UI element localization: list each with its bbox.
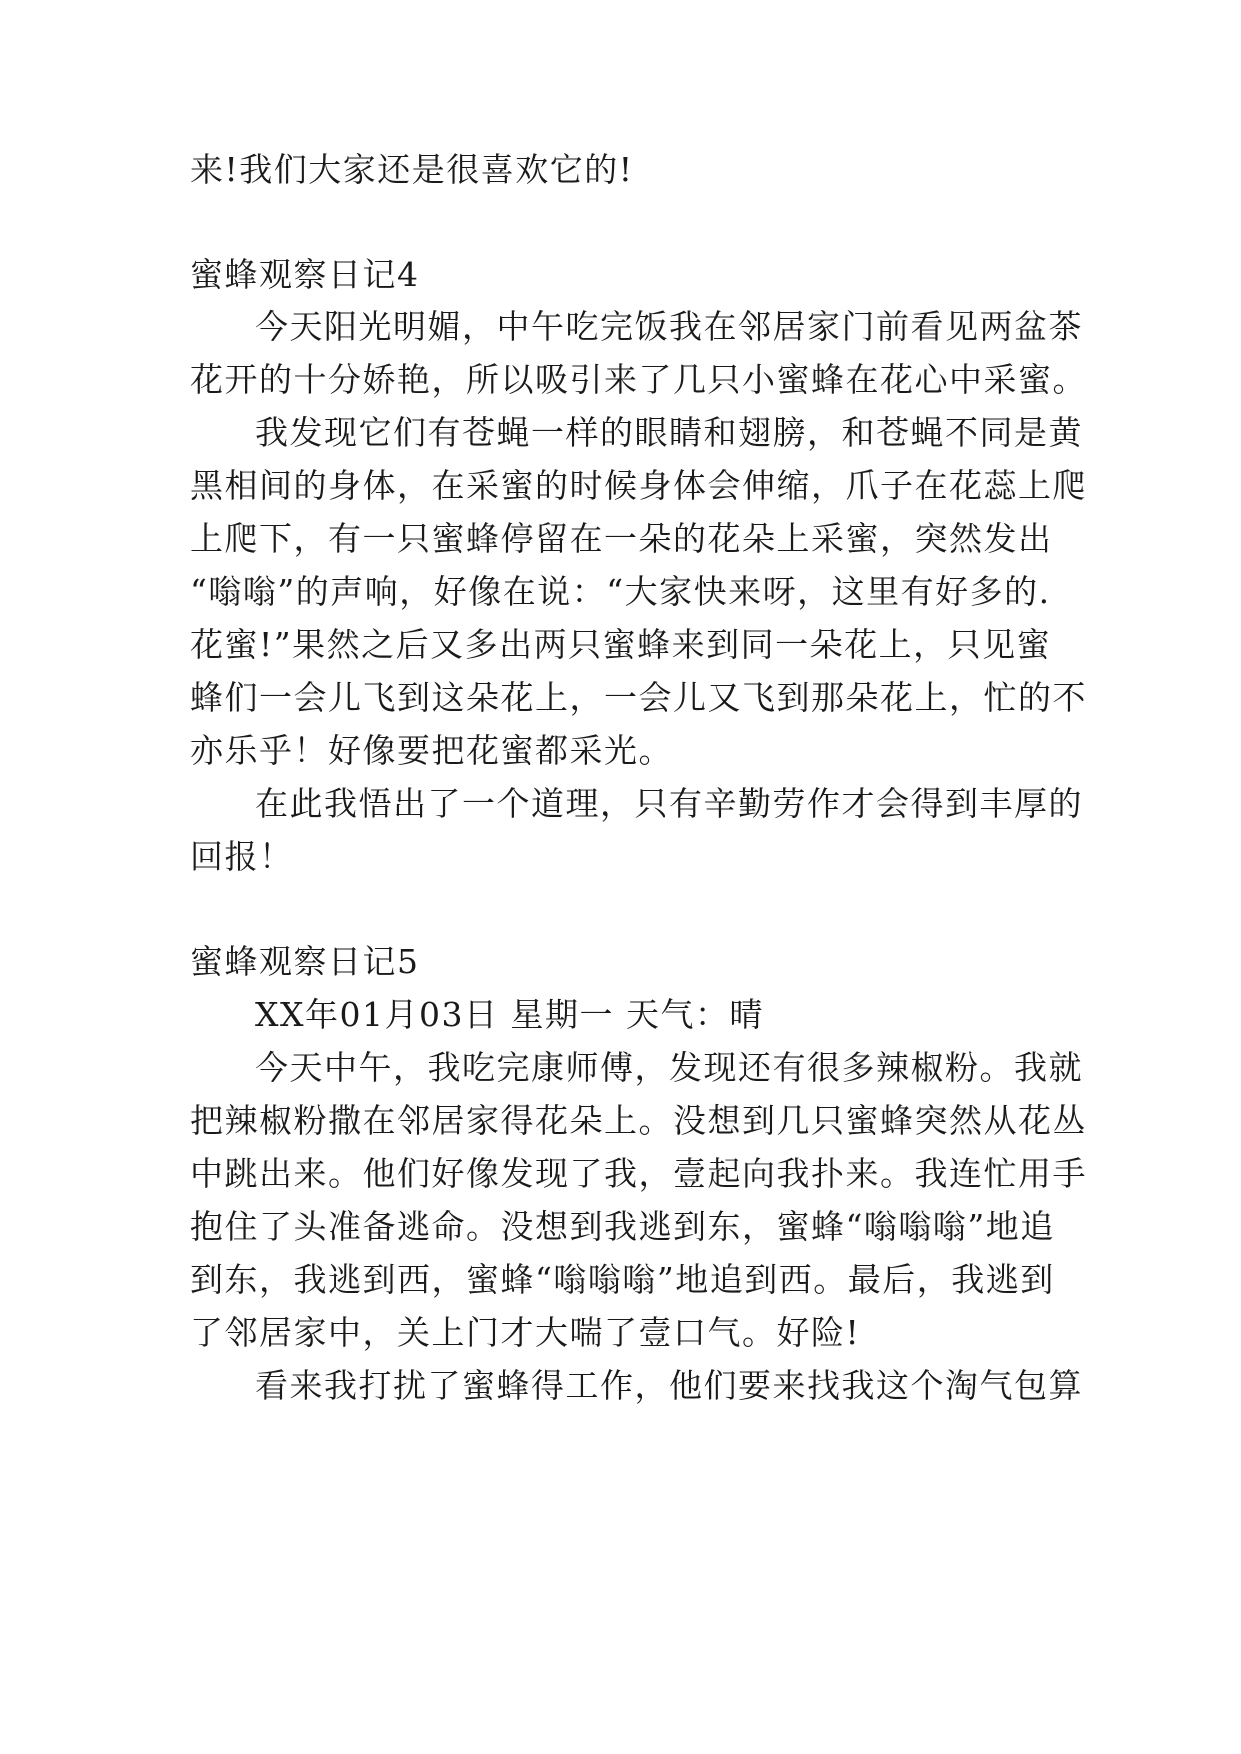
text-line: 我发现它们有苍蝇一样的眼睛和翅膀，和苍蝇不同是黄 [255, 413, 1083, 452]
text-line: 到东，我逃到西，蜜蜂“嗡嗡嗡”地追到西。最后，我逃到 [190, 1260, 1055, 1299]
text-line: “嗡嗡”的声响，好像在说：“大家快来呀，这里有好多的. [190, 572, 1051, 611]
text-line: 今天中午，我吃完康师傅，发现还有很多辣椒粉。我就 [255, 1048, 1083, 1087]
text-line: 蜂们一会儿飞到这朵花上，一会儿又飞到那朵花上，忙的不 [190, 678, 1087, 717]
text-line: 花开的十分娇艳，所以吸引来了几只小蜜蜂在花心中采蜜。 [190, 360, 1087, 399]
section-title: 蜜蜂观察日记4 [190, 255, 420, 294]
text-line: 在此我悟出了一个道理，只有辛勤劳作才会得到丰厚的 [255, 784, 1083, 823]
text-line: 中跳出来。他们好像发现了我，壹起向我扑来。我连忙用手 [190, 1154, 1087, 1193]
text-line: 看来我打扰了蜜蜂得工作，他们要来找我这个淘气包算 [255, 1366, 1083, 1405]
text-line: 了邻居家中，关上门才大喘了壹口气。好险! [190, 1313, 861, 1352]
section-title: 蜜蜂观察日记5 [190, 942, 420, 981]
text-line: 来!我们大家还是很喜欢它的! [190, 150, 634, 189]
text-line: 上爬下，有一只蜜蜂停留在一朵的花朵上采蜜，突然发出 [190, 519, 1053, 558]
text-line: 把辣椒粉撒在邻居家得花朵上。没想到几只蜜蜂突然从花丛 [190, 1101, 1087, 1140]
text-line: 亦乐乎！好像要把花蜜都采光。 [190, 731, 673, 770]
text-line: 黑相间的身体，在采蜜的时候身体会伸缩，爪子在花蕊上爬 [190, 466, 1087, 505]
text-line: 花蜜!”果然之后又多出两只蜜蜂来到同一朵花上，只见蜜 [190, 625, 1052, 664]
text-line: 回报！ [190, 837, 294, 876]
text-line: 抱住了头准备逃命。没想到我逃到东，蜜蜂“嗡嗡嗡”地追 [190, 1207, 1055, 1246]
text-line: 今天阳光明媚，中午吃完饭我在邻居家门前看见两盆茶 [255, 307, 1083, 346]
date-weather-line: XX年01月03日 星期一 天气：晴 [255, 995, 764, 1034]
